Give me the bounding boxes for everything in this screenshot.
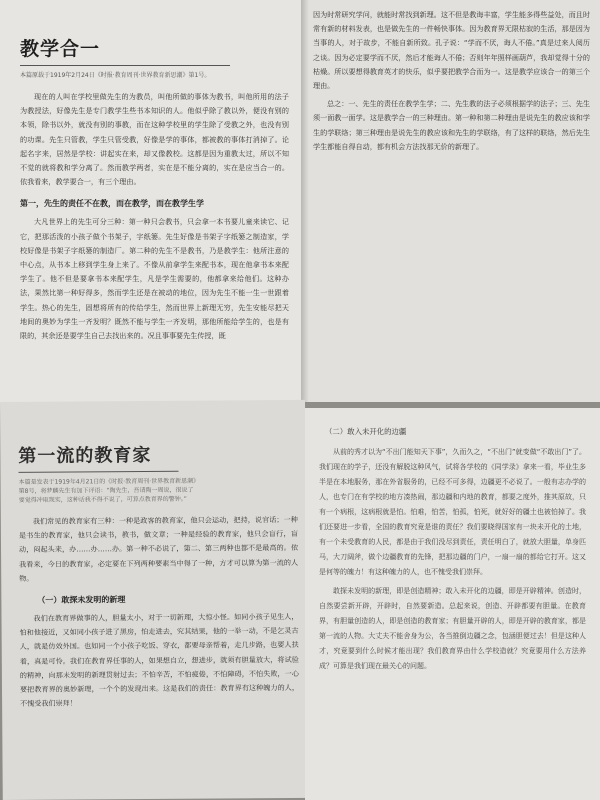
book-gutter-shadow [301, 0, 309, 402]
section-heading: （二）敢入未开化的边疆 [325, 427, 407, 436]
section-heading: 第一，先生的责任不在教，而在教学，而在教学生学 [20, 199, 204, 209]
summary-paragraph: 总之：一、先生的责任在教学生学；二、先生教的法子必须根据学的法子；三、先生须一面教一面学。这是教学合一的三种理由。第一种和第二种理由是说先生的教应该和学生的学联络；第三种理由是说先生的教应该和先生的学联络，有了这样的联络，然后先生学生都能自得自动，都有机会方法找那无价的新理了。 [313, 99, 590, 151]
body-paragraph: 我们在教育界做事的人，胆量太小，对于一切新理，大惊小怪。如同小孩子见生人，怕和他接近，又如同小孩子进了黑房，怕走进去，究其结果，他的一举一动，不是乞灵古人，就是仿效外国。也如同一个小孩子吃饭、穿衣，都要母亲帮着，走几步路，也要人扶着，真是可怜。我们在教育界任事的人，如果想自立，想进步，就须有胆量放大，将试验的精神，向那未发明的新理贯射过去；不怕辛苦，不怕疲倦，不怕障碍，不怕失败，一心要把教育界的奥妙新理，一个个的发现出来。这是我们的责任：教育界有这种魄力的人，不愧受我们崇拜！ [19, 611, 300, 709]
source-note: 本篇是发表于1919年4月21日的《时报·教育周刊·世界教育新思潮》第8号，将梦麟先生有加下评语：“陶先生，吾请陶一周说，很说了要觉得冲取现实，这种话我不得不说了，可算点教育界的警钟。” [18, 477, 197, 504]
body-paragraph: 大凡世界上的先生可分三种：第一种只会教书，只会拿一本书要儿童来读它、记它，把那活泼的小孩子做个书架子，字纸篓。先生好像是书架子字纸篓之制造家，学校好像是书架子字纸篓的制造厂。第二种的先生不是教书，乃是教学生：他所注意的中心点，从书本上移到学生身上来了。不像从前拿学生来配书本，现在他拿书本来配学生了。他不但是要拿书本来配学生，凡是学生需要的，他都拿来给他们。这种办法，果然比第一种好得多，然而学生还是在被动的地位，因为先生不能一生一世跟着学生。热心的先生，固想将所有的传给学生，然而世界上新理无穷，先生安能尽把天地间的奥妙为学生一齐发明？既然不能与学生一齐发明，那他所能给学生的，也是有限的，其余还是要学生自己去找出来的。况且事事要先生传授，既 [20, 217, 289, 341]
page-right-top [301, 0, 600, 402]
page-left-top [0, 0, 301, 402]
title-rule [18, 471, 178, 473]
section-heading: （一）敢探未发明的新理 [37, 595, 126, 605]
article-title: 第一流的教育家 [18, 444, 152, 467]
intro-paragraph: 我们常见的教育家有三种：一种是政客的教育家，他只会运动，把持，说官话；一种是书生的教育家，他只会读书，教书，做文章；一种是经验的教育家，他只会盲行，盲动，闷起头来，办……办……办。第一种不必说了，第二、第三两种也都不是最高的。依我看来，今日的教育家，必定要在下列两种要素当中得了一种，方才可以算为第一流的人物。 [18, 514, 299, 583]
source-note: 本篇原载于1919年2月24日《时报·教育周刊·世界教育新思潮》第1号。 [20, 72, 211, 79]
body-paragraph: 从前的秀才以为“不出门能知天下事”，久而久之，“不出门”就变做“不敢出门”了。我们现在的学子，还没有解脱这种风气，试将各学校的《同学录》拿来一看，毕业生多半是在本地服务，那在外省服务的，已经不可多得，边疆更不必说了。一般有志办学的人，也专门在有学校的地方凑热闹，那边疆和内地的教育，都要之度外，推其原故，只有一个病根，这病根就是怕。怕难，怕苦，怕孤，怕死，就好好的疆土也被怕掉了。我们还要进一步看，全国的教育究竟是谁的责任？我们要晓得国家有一块未开化的土地，有一个未受教育的人民，都是由于我们没尽到责任，责任明白了，就放大胆量，单身匹马，大刀阔斧，做个边疆教育的先锋，把那边疆的门户，一扇一扇的都给它打开。这又是何等的魄力！有这种魄力的人，也不愧受我们崇拜。 [319, 448, 586, 576]
article-title: 教学合一 [20, 38, 101, 60]
intro-paragraph: 现在的人叫在学校里做先生的为教员，叫他所做的事体为教书，叫他所用的法子为教授法，好像先生是专门教学生些书本知识的人。他似乎除了教以外，便没有别的本领，除书以外，就没有别的事教，而在这种学校里的学生除了受教之外，也没有别的功课。先生只管教，学生只管受教，好像是学的事体，都被教的事体打消掉了。论起名字来，居然是学校：讲起实在来，却又像教校。这都是因为重教太过，所以不知不觉的就将教和学分离了。然而教学两者，实在是不能分离的，实在是应当合一的。依我看来，教学要合一，有三个理由。 [20, 92, 289, 187]
body-paragraph: 因为时常研究学问，就能时常找到新理。这不但是教诲丰富，学生能多得些益处，而且时常有新的材料发表，也是做先生的一件畅快事体。因为教育界无限枯寂的生活，那是因为当事的人，对于故步，不能自新所致。孔子说：“学而不厌，诲人不倦。”真是过来人阅历之谈。因为必定要学而不厌，然后才能诲人不倦；否则年年照样画葫芦，我却觉得十分的枯燥。所以要想得教育英才的快乐，似乎要把教学合而为一。这是教学应该合一的第三个理由。 [313, 10, 590, 91]
body-paragraph: 敢探未发明的新理，即是创造精神；敢入未开化的边疆，即是开辟精神。创造时，自然要尝新开辟，开辟时，自然要新造。总起来说，创造、开辟都要有胆量。在教育界，有胆量创造的人，即是创造的教育家；有胆量开辟的人，即是开辟的教育家，都是第一流的人物。大丈夫不能舍身为公，各当推倒边疆之念，包涵胆便过去！但是这种人才，究竟要到什么时候才能出现？我们教育界由什么学校造就？究竟要用什么方法养成？可算是我们现在最关心的问题。 [319, 587, 586, 670]
title-rule [20, 65, 230, 66]
page-right-bottom [305, 408, 600, 800]
page-left-bottom [0, 400, 308, 800]
